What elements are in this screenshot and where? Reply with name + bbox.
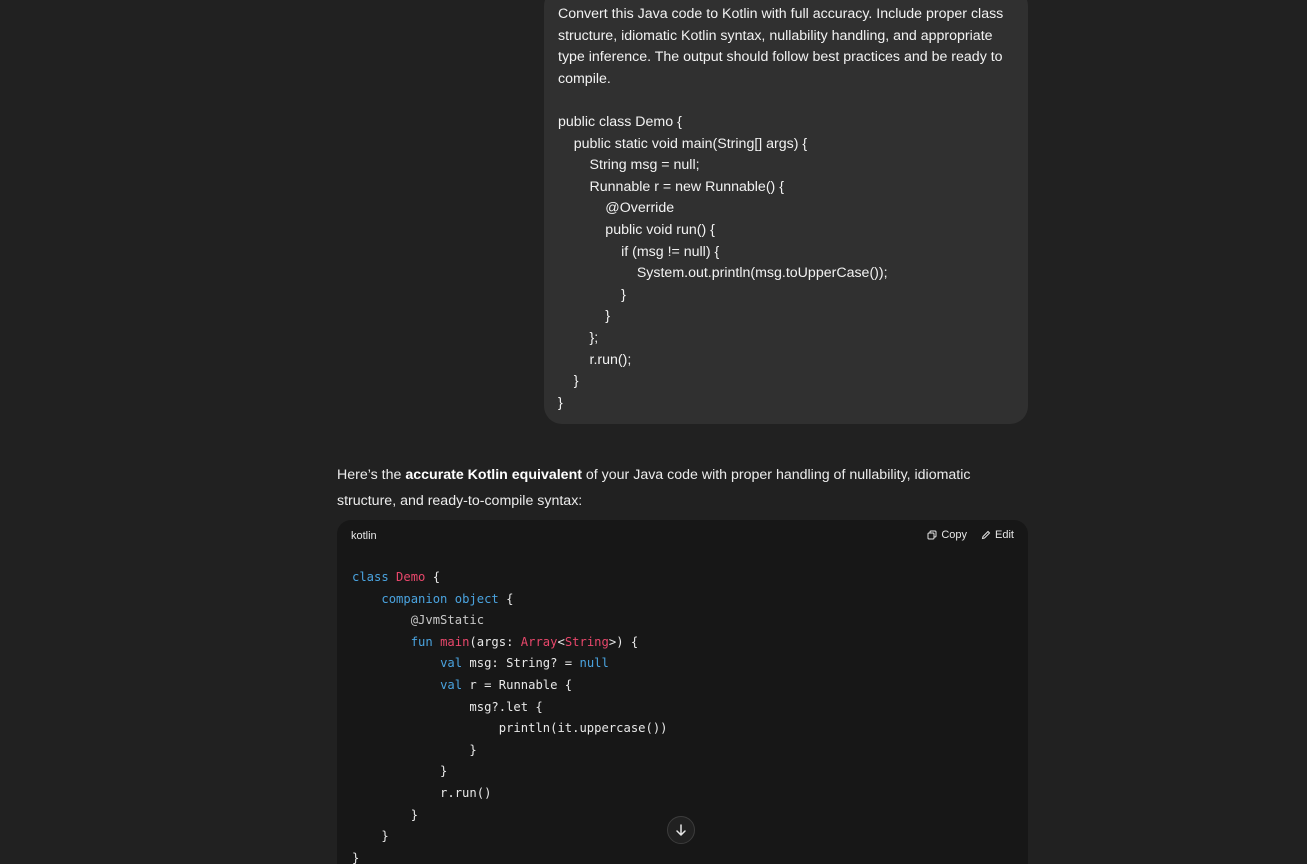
code-token: { xyxy=(498,591,514,606)
code-token xyxy=(352,656,440,670)
code-line xyxy=(352,567,668,589)
code-token: fun xyxy=(410,634,441,649)
code-token: println(it.uppercase()) xyxy=(352,721,668,736)
code-token xyxy=(352,613,411,627)
code-line xyxy=(352,718,668,740)
code-token: >) { xyxy=(608,634,639,649)
user-message-line: compile. xyxy=(558,70,611,87)
user-message-line: Convert this Java code to Kotlin with full accuracy. Include proper class xyxy=(558,6,1004,22)
code-language-label: kotlin xyxy=(351,530,377,542)
code-line xyxy=(352,632,668,654)
code-token: msg: String? = xyxy=(469,656,580,671)
code-token: null xyxy=(579,656,609,671)
user-message-line: public void run() { xyxy=(558,221,715,238)
code-token: } xyxy=(352,764,448,779)
user-message-line xyxy=(558,90,1014,112)
user-message-line: if (msg != null) { xyxy=(558,243,720,260)
code-actions xyxy=(927,529,1014,541)
user-message-line: } xyxy=(558,286,626,303)
code-token: Demo xyxy=(396,570,426,584)
code-token: val xyxy=(440,677,470,692)
user-message-line: } xyxy=(558,373,579,390)
code-token: } xyxy=(352,742,477,757)
code-token xyxy=(352,635,411,649)
code-token xyxy=(352,592,381,606)
user-message-line: String msg = null; xyxy=(558,157,700,174)
code-header xyxy=(337,520,1028,554)
user-message-bubble xyxy=(544,0,1028,424)
code-line xyxy=(352,805,668,827)
code-body xyxy=(352,567,668,864)
pencil-icon xyxy=(981,530,991,540)
code-token: msg?.let { xyxy=(352,699,543,714)
user-message-line: } xyxy=(558,308,611,325)
code-token: main xyxy=(440,634,470,649)
edit-code-button[interactable] xyxy=(981,529,1014,541)
code-line xyxy=(352,697,668,719)
user-message-line: } xyxy=(558,394,563,411)
code-line xyxy=(352,826,668,848)
assistant-intro-text xyxy=(337,462,1027,514)
code-token xyxy=(352,678,440,692)
code-token: r = Runnable { xyxy=(469,677,573,692)
code-block xyxy=(337,520,1028,864)
user-message-line: r.run(); xyxy=(558,351,632,368)
intro-after: of your Java code with proper handling of nullability, idiomatic structure, and ready-to-compile syntax: xyxy=(337,467,971,509)
intro-bold: accurate Kotlin equivalent xyxy=(405,467,582,483)
code-token: } xyxy=(352,850,360,864)
code-token: val xyxy=(440,656,470,671)
code-line xyxy=(352,848,668,864)
user-message-line: Runnable r = new Runnable() { xyxy=(558,178,784,195)
user-message-line: structure, idiomatic Kotlin syntax, nullability handling, and appropriate xyxy=(558,27,993,44)
user-message-line: @Override xyxy=(558,200,675,217)
code-token: companion object xyxy=(381,591,499,606)
code-token: r.run() xyxy=(352,785,492,800)
scroll-to-bottom-button[interactable] xyxy=(667,816,695,844)
user-message-line: System.out.println(msg.toUpperCase()); xyxy=(558,265,888,282)
code-token: String xyxy=(564,634,609,649)
user-message-line: public static void main(String[] args) { xyxy=(558,135,808,152)
code-token: (args: xyxy=(469,634,521,649)
user-message-line: public class Demo { xyxy=(558,113,682,130)
code-line xyxy=(352,589,668,611)
copy-label: Copy xyxy=(941,529,968,541)
arrow-down-icon xyxy=(674,823,688,837)
code-token: @JvmStatic xyxy=(410,613,485,628)
code-token: Array xyxy=(520,634,558,649)
code-line xyxy=(352,761,668,783)
copy-code-button[interactable] xyxy=(927,529,967,541)
code-token: class xyxy=(352,570,397,584)
code-token: < xyxy=(557,634,565,649)
code-token: } xyxy=(352,829,389,844)
intro-before: Here’s the xyxy=(337,467,406,483)
code-line xyxy=(352,610,668,632)
code-line xyxy=(352,653,668,675)
code-token: { xyxy=(425,570,441,584)
code-line xyxy=(352,740,668,762)
code-line xyxy=(352,783,668,805)
code-token: } xyxy=(352,807,419,822)
user-message-line: type inference. The output should follow best practices and be ready to xyxy=(558,49,1003,66)
user-message-line: }; xyxy=(558,329,599,346)
edit-label: Edit xyxy=(995,529,1014,541)
code-line xyxy=(352,675,668,697)
copy-icon xyxy=(927,530,937,540)
